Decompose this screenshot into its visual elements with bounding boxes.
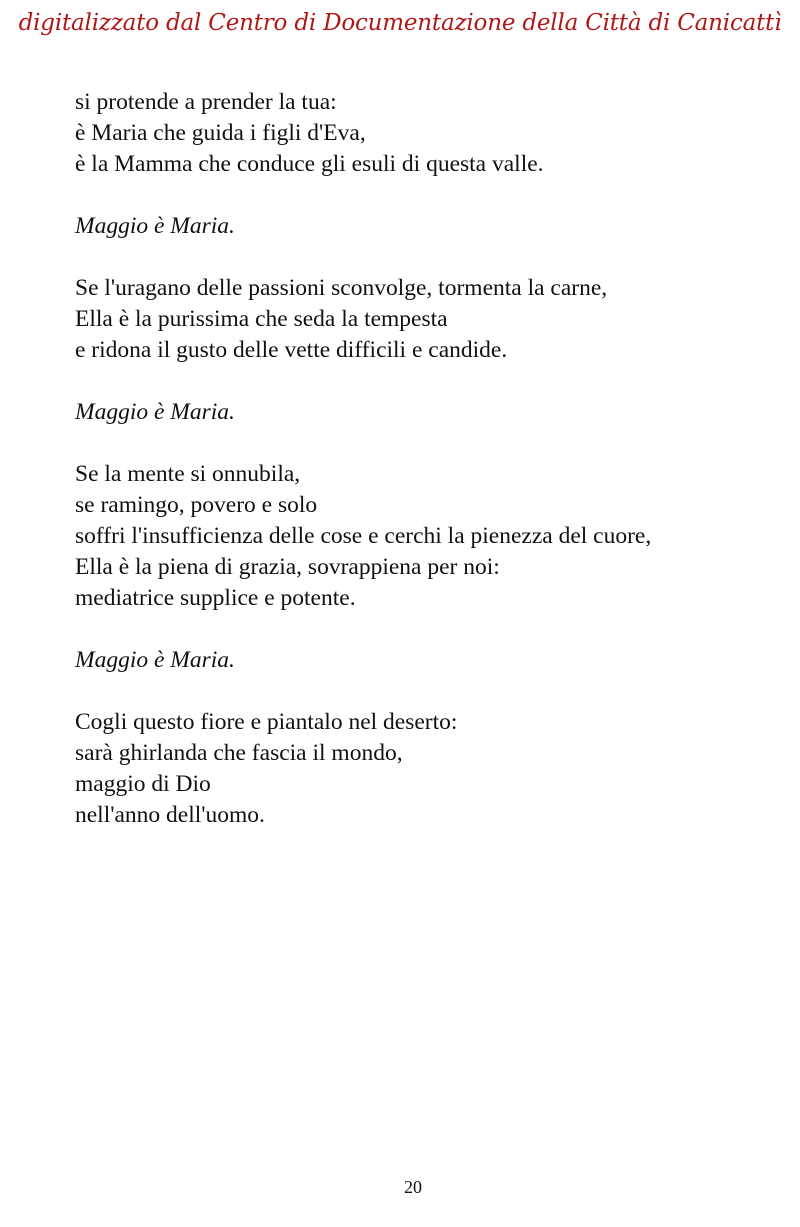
stanza-spacer [75, 614, 765, 645]
verse-line: è Maria che guida i figli d'Eva, [75, 120, 366, 146]
verse-line: si protende a prender la tua: [75, 89, 337, 115]
refrain-line: Maggio è Maria. [75, 647, 235, 673]
verse-line: e ridona il gusto delle vette difficili e candide. [75, 337, 508, 363]
stanza-spacer [75, 180, 765, 211]
digitization-watermark: digitalizzato dal Centro di Documentazione della Città di Canicattì [18, 10, 782, 36]
verse-line: è la Mamma che conduce gli esuli di questa valle. [75, 151, 544, 177]
verse-line: se ramingo, povero e solo [75, 492, 318, 518]
verse-line: Se l'uragano delle passioni sconvolge, tormenta la carne, [75, 275, 608, 301]
stanza-spacer [75, 242, 765, 273]
stanza-2 [75, 273, 765, 366]
stanza-1 [75, 87, 765, 180]
verse-line: maggio di Dio [75, 771, 211, 797]
page-number: 20 [404, 1177, 422, 1197]
stanza-3 [75, 459, 765, 614]
stanza-4 [75, 707, 765, 831]
stanza-spacer [75, 428, 765, 459]
verse-line: soffri l'insufficienza delle cose e cerchi la pienezza del cuore, [75, 523, 652, 549]
poem-body [75, 87, 765, 831]
refrain-line: Maggio è Maria. [75, 399, 235, 425]
stanza-spacer [75, 676, 765, 707]
verse-line: nell'anno dell'uomo. [75, 802, 265, 828]
verse-line: Se la mente si onnubila, [75, 461, 301, 487]
verse-line: sarà ghirlanda che fascia il mondo, [75, 740, 403, 766]
verse-line: Ella è la piena di grazia, sovrappiena per noi: [75, 554, 500, 580]
stanza-spacer [75, 366, 765, 397]
verse-line: mediatrice supplice e potente. [75, 585, 356, 611]
verse-line: Ella è la purissima che seda la tempesta [75, 306, 448, 332]
refrain-line: Maggio è Maria. [75, 213, 235, 239]
verse-line: Cogli questo fiore e piantalo nel deserto: [75, 709, 458, 735]
